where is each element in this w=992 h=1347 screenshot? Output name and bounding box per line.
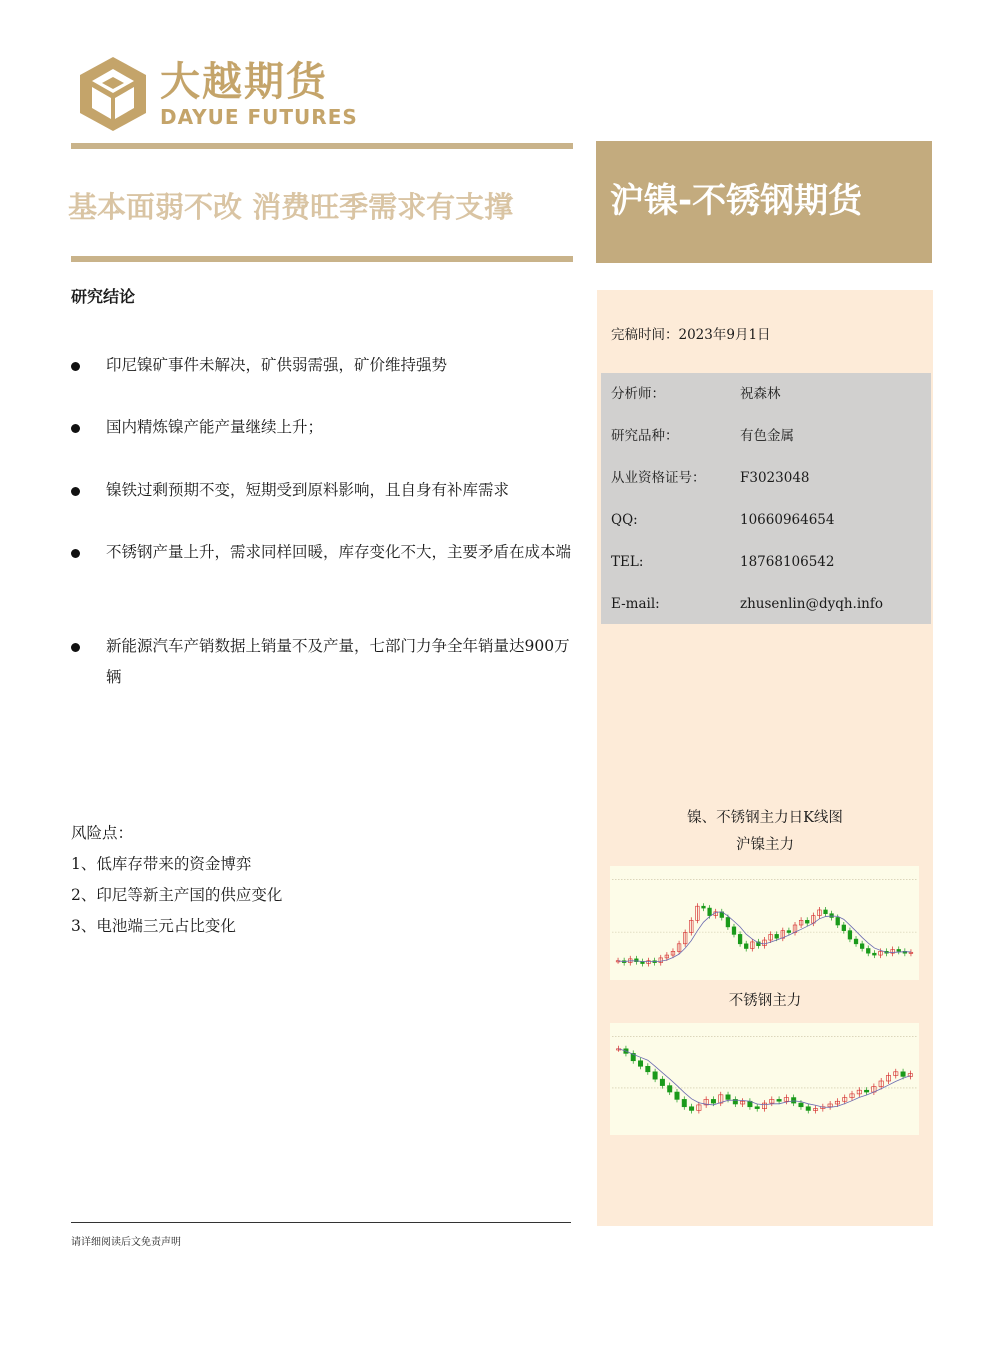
candle-body (726, 1095, 730, 1100)
info-label: 从业资格证号： (611, 470, 706, 486)
bullet-text: 国内精炼镍产能产量继续上升； (106, 418, 324, 436)
candle-body (675, 1092, 679, 1099)
info-value: F3023048 (740, 470, 810, 486)
info-label: TEL: (611, 554, 644, 570)
candle-body (775, 934, 779, 938)
chart-caption: 镍、不锈钢主力日K线图 (687, 810, 843, 826)
candle-body (848, 931, 852, 939)
logo-english-name: DAYUE FUTURES (160, 105, 358, 129)
candle-body (860, 944, 864, 949)
bullet-dot-icon (71, 362, 80, 371)
analyst-info-table (601, 373, 931, 624)
company-logo-icon (78, 55, 148, 133)
bullet-text: 印尼镍矿事件未解决，矿供弱需强，矿价维持强势 (106, 356, 448, 374)
bullet-dot-icon (71, 549, 80, 558)
candle-body (708, 908, 712, 916)
candle-body (824, 910, 828, 914)
candle-body (854, 939, 858, 944)
bullet-dot-icon (71, 643, 80, 652)
chart-title-stainless: 不锈钢主力 (728, 993, 802, 1009)
info-value: 18768106542 (740, 554, 835, 570)
candle-body (864, 1090, 868, 1092)
header-bottom-rule (71, 256, 573, 262)
chart-background (610, 866, 919, 980)
conclusion-bullet (71, 537, 571, 599)
candle-body (744, 944, 748, 949)
candle-body (842, 925, 846, 931)
candle-body (738, 934, 742, 943)
chart-title-nickel: 沪镍主力 (736, 837, 794, 853)
candle-body (711, 1099, 715, 1103)
report-headline: 基本面弱不改 消费旺季需求有支撑 (68, 190, 514, 224)
candle-body (638, 1061, 642, 1067)
candle-body (799, 1103, 803, 1107)
conclusion-bullet (71, 350, 571, 381)
nickel-kline-chart (610, 866, 919, 980)
candle-body (806, 1107, 810, 1111)
header-top-rule (71, 143, 573, 149)
info-value: 10660964654 (740, 512, 835, 528)
completion-date: 完稿时间：2023年9月1日 (611, 327, 771, 343)
candle-body (836, 917, 840, 925)
report-title: 沪镍-不锈钢期货 (610, 181, 863, 221)
candle-body (646, 1066, 650, 1072)
candle-body (668, 1086, 672, 1092)
candle-body (653, 1072, 657, 1079)
info-label: QQ: (611, 512, 638, 528)
conclusion-bullet (71, 631, 571, 693)
info-label: E-mail: (611, 596, 660, 612)
candle-body (755, 1107, 759, 1109)
logo-chinese-name: 大越期货 (160, 59, 328, 105)
candle-body (787, 931, 791, 933)
info-value: 有色金属 (740, 428, 794, 444)
candle-body (873, 953, 877, 955)
conclusion-bullet (71, 475, 571, 506)
risk-item: 2、印尼等新主产国的供应变化 (71, 886, 283, 904)
candle-body (641, 962, 645, 964)
candle-body (897, 949, 901, 951)
risk-title: 风险点： (71, 824, 134, 842)
candle-body (791, 1098, 795, 1104)
bullet-dot-icon (71, 424, 80, 433)
candle-body (866, 949, 870, 954)
candle-body (702, 906, 706, 908)
candle-body (901, 1072, 905, 1077)
candle-body (660, 1079, 664, 1085)
risk-item: 3、电池端三元占比变化 (71, 917, 236, 935)
bullet-dot-icon (71, 487, 80, 496)
bullet-text: 镍铁过剩预期不变，短期受到原料影响，且自身有补库需求 (106, 481, 510, 499)
email-link[interactable]: zhusenlin@dyqh.info (740, 596, 883, 612)
candle-body (805, 920, 809, 923)
info-label: 分析师： (611, 386, 665, 402)
footer-rule (71, 1222, 571, 1223)
candle-body (777, 1099, 781, 1101)
candle-body (732, 927, 736, 935)
candle-body (689, 1107, 693, 1111)
conclusion-bullet (71, 412, 571, 443)
info-value: 祝森林 (740, 386, 781, 402)
candle-body (726, 917, 730, 926)
candle-body (682, 1099, 686, 1106)
bullet-text: 不锈钢产量上升，需求同样回暖，库存变化不大，主要矛盾在成本端 (106, 543, 572, 561)
stainless-kline-chart (610, 1023, 919, 1135)
bullet-text: 新能源汽车产销数据上销量不及产量，七部门力争全年销量达900万辆 (106, 637, 570, 686)
footer-disclaimer: 请详细阅读后文免责声明 (71, 1237, 181, 1248)
section-title-conclusion: 研究结论 (71, 287, 136, 306)
risk-item: 1、低库存带来的资金博弈 (71, 855, 252, 873)
info-label: 研究品种： (611, 428, 679, 444)
